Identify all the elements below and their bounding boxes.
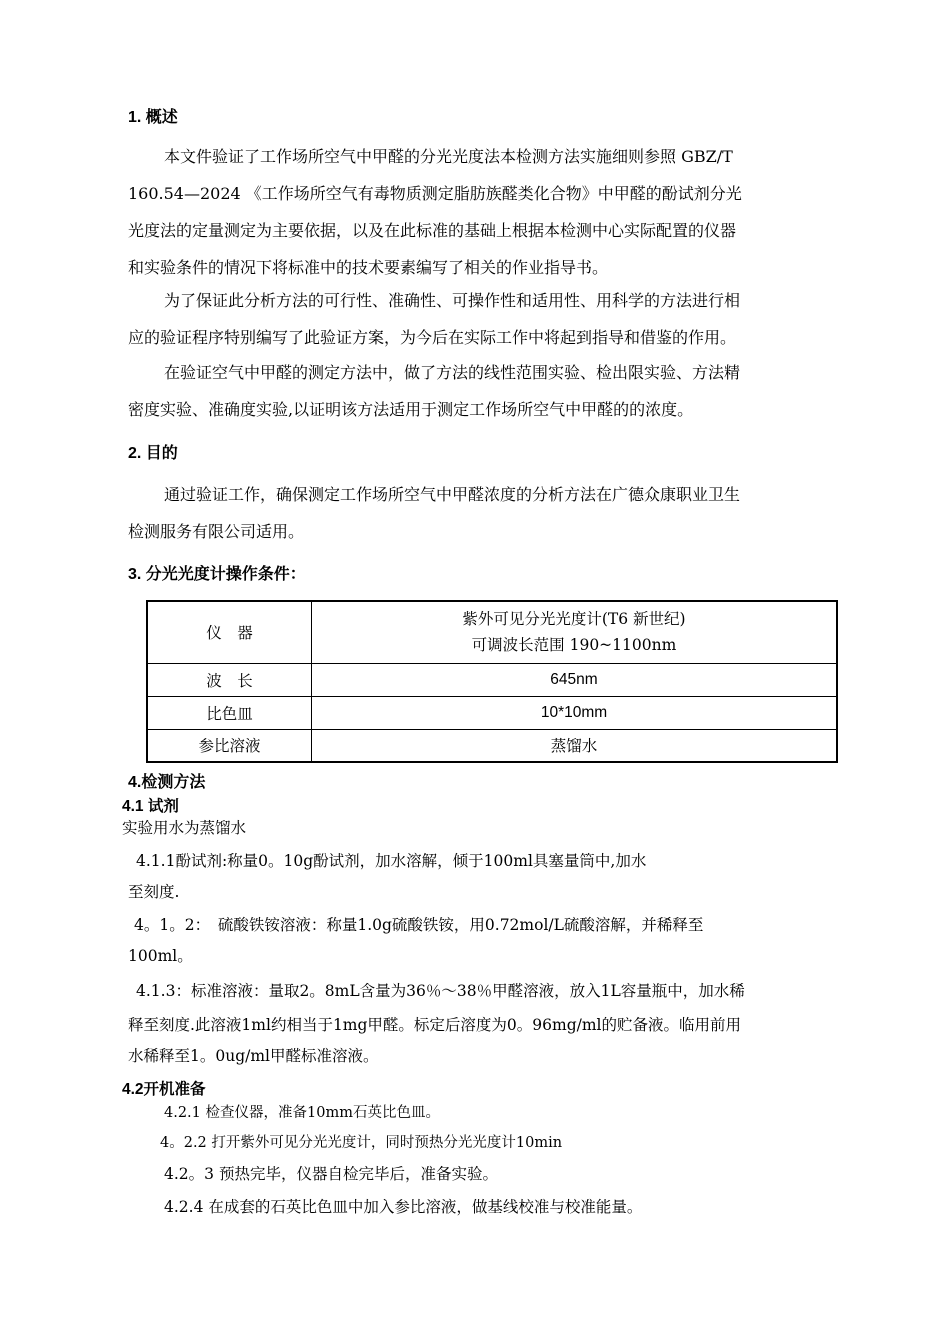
- text-line: 紫外可见分光光度计(T6 新世纪): [462, 610, 686, 629]
- table-cell-label: 仪 器: [147, 601, 312, 663]
- table-cell-label: 波 长: [147, 663, 312, 696]
- reagent-4-1-2-line: 4。1。2： 硫酸铁铵溶液：称量1.0g硫酸铁铵，用0.72mol/L硫酸溶解，并稀释至: [134, 916, 704, 934]
- text-line: 应的验证程序特别编写了此验证方案，为今后在实际工作中将起到指导和借鉴的作用。: [128, 328, 737, 347]
- text-line: 光度法的定量测定为主要依据，以及在此标准的基础上根据本检测中心实际配置的仪器: [128, 221, 737, 240]
- section-4-1-intro: 实验用水为蒸馏水: [122, 819, 247, 837]
- table-row: [147, 663, 837, 696]
- table-cell-value: 蒸馏水: [312, 729, 838, 762]
- reagent-4-1-1-line: 至刻度.: [128, 883, 180, 901]
- table-cell-value: 645nm: [312, 663, 838, 696]
- table-row: [147, 729, 837, 762]
- text-line: 本文件验证了工作场所空气中甲醛的分光光度法本检测方法实施细则参照 GBZ/T: [164, 147, 733, 166]
- startup-step: 4.2.4 在成套的石英比色皿中加入参比溶液，做基线校准与校准能量。: [164, 1198, 643, 1216]
- section-4-2-heading: 4.2开机准备: [122, 1081, 206, 1098]
- section-2-heading: 2. 目的: [128, 445, 178, 462]
- section-3-heading: 3. 分光光度计操作条件：: [128, 566, 306, 583]
- reagent-4-1-3-line: 4.1.3：标准溶液：量取2。8mL含量为36％～38％甲醛溶液，放入1L容量瓶中，加水稀: [136, 982, 745, 1000]
- text-line: 在验证空气中甲醛的测定方法中，做了方法的线性范围实验、检出限实验、方法精: [164, 363, 741, 382]
- table-cell-label: 参比溶液: [147, 729, 312, 762]
- section-2-paragraph: [128, 476, 858, 550]
- table-cell-value: 10*10mm: [312, 696, 838, 729]
- startup-step: 4.2.1 检查仪器，准备10mm石英比色皿。: [164, 1105, 440, 1121]
- section-4-1-heading: 4.1 试剂: [122, 798, 179, 815]
- text-line: 和实验条件的情况下将标准中的技术要素编写了相关的作业指导书。: [128, 258, 609, 277]
- section-1-paragraph-2: [128, 282, 858, 356]
- section-4-heading: 4.检测方法: [128, 774, 206, 791]
- startup-step: 4.2。3 预热完毕，仪器自检完毕后，准备实验。: [164, 1165, 498, 1183]
- table-cell-label: 比色皿: [147, 696, 312, 729]
- startup-step: 4。2.2 打开紫外可见分光光度计，同时预热分光光度计10min: [160, 1135, 563, 1151]
- reagent-4-1-2-line: 100ml。: [128, 947, 193, 965]
- text-line: 通过验证工作，确保测定工作场所空气中甲醛浓度的分析方法在广德众康职业卫生: [164, 485, 741, 504]
- table-cell-value: [312, 601, 838, 663]
- text-line: 160.54—2024 《工作场所空气有毒物质测定脂肪族醛类化合物》中甲醛的酚试剂分光: [128, 184, 742, 203]
- reagent-4-1-1-line: 4.1.1酚试剂:称量0。10g酚试剂，加水溶解，倾于100ml具塞量筒中,加水: [136, 852, 647, 870]
- text-line: 检测服务有限公司适用。: [128, 522, 305, 541]
- table-row: [147, 601, 837, 663]
- text-line: 可调波长范围 190~1100nm: [471, 636, 677, 655]
- section-1-paragraph-1: [128, 138, 858, 286]
- text-line: 密度实验、准确度实验,以证明该方法适用于测定工作场所空气中甲醛的的浓度。: [128, 400, 694, 419]
- reagent-4-1-3-line: 水稀释至1。0ug/ml甲醛标准溶液。: [128, 1047, 379, 1065]
- table-row: [147, 696, 837, 729]
- section-1-heading: 1. 概述: [128, 109, 178, 126]
- text-line: 为了保证此分析方法的可行性、准确性、可操作性和适用性、用科学的方法进行相: [164, 291, 741, 310]
- reagent-4-1-3-line: 释至刻度.此溶液1ml约相当于1mg甲醛。标定后溶度为0。96mg/ml的贮备液。临用前用: [128, 1016, 742, 1034]
- spectrophotometer-conditions-table: [146, 600, 838, 763]
- section-1-paragraph-3: [128, 354, 858, 428]
